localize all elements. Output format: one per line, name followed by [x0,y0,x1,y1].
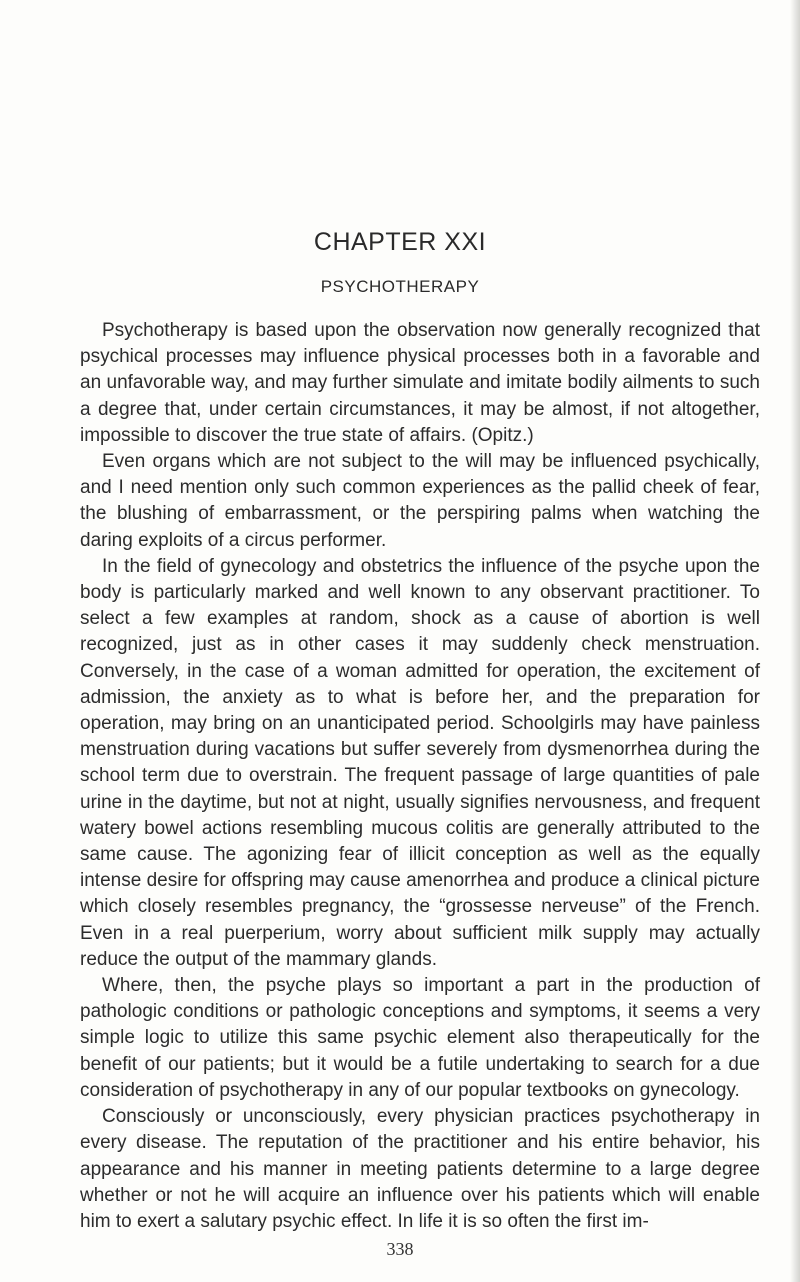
paragraph: In the field of gynecology and obstetrics the influence of the psyche upon the body is particularly marked and well known to any observant practitioner. To select a few examples at random, shock as a cause of abortion is well recognized, just as in other cases it may suddenly check menstruation. Conversely, in the case of a woman admitted for operation, the excitement of admission, the anxiety as to what is before her, and the preparation for operation, may bring on an unanticipated period. Schoolgirls may have painless menstruation during vacations but suffer severely from dysmenorrhea during the school term due to overstrain. The frequent passage of large quantities of pale urine in the daytime, but not at night, usually signifies nervousness, and frequent watery bowel actions resembling mucous colitis are generally attributed to the same cause. The agonizing fear of illicit conception as well as the equally intense desire for offspring may cause amenorrhea and produce a clinical picture which closely resembles pregnancy, the “grossesse nerveuse” of the French. Even in a real puerperium, worry about sufficient milk supply may actually reduce the output of the mammary glands. [80,555,760,970]
page-number: 338 [386,1239,414,1259]
paragraph: Consciously or unconsciously, every physician practices psychotherapy in every disease. The reputation of the practitioner and his entire behavior, his appearance and his manner in meeting patients determine to a large degree whether or not he will acquire an influence over his patients which will enable him to exert a salutary psychic effect. In life it is so often the first im- [80,1106,760,1232]
paragraph: Even organs which are not subject to the will may be influenced psychically, and I need mention only such common experiences as the pallid cheek of fear, the blushing of embarrassment, or the perspiring palms when watching the daring exploits of a circus performer. [80,451,760,551]
section-title: PSYCHOTHERAPY [320,277,480,296]
chapter-title: CHAPTER XXI [313,228,487,256]
paragraph: Where, then, the psyche plays so important a part in the production of pathologic conditions or pathologic conceptions and symptoms, it seems a very simple logic to utilize this same psychic element also therapeutically for the benefit of our patients; but it would be a futile undertaking to search for a due consideration of psychotherapy in any of our popular textbooks on gynecology. [80,975,760,1101]
paragraph: Psychotherapy is based upon the observation now generally recognized that psychical processes may influence physical processes both in a favorable and an unfavorable way, and may further simulate and imitate bodily ailments to such a degree that, under certain circumstances, it may be almost, if not altogether, impossible to discover the true state of affairs. (Opitz.) [80,320,760,446]
page-edge-shadow [790,0,800,1282]
body-text [80,318,760,1235]
